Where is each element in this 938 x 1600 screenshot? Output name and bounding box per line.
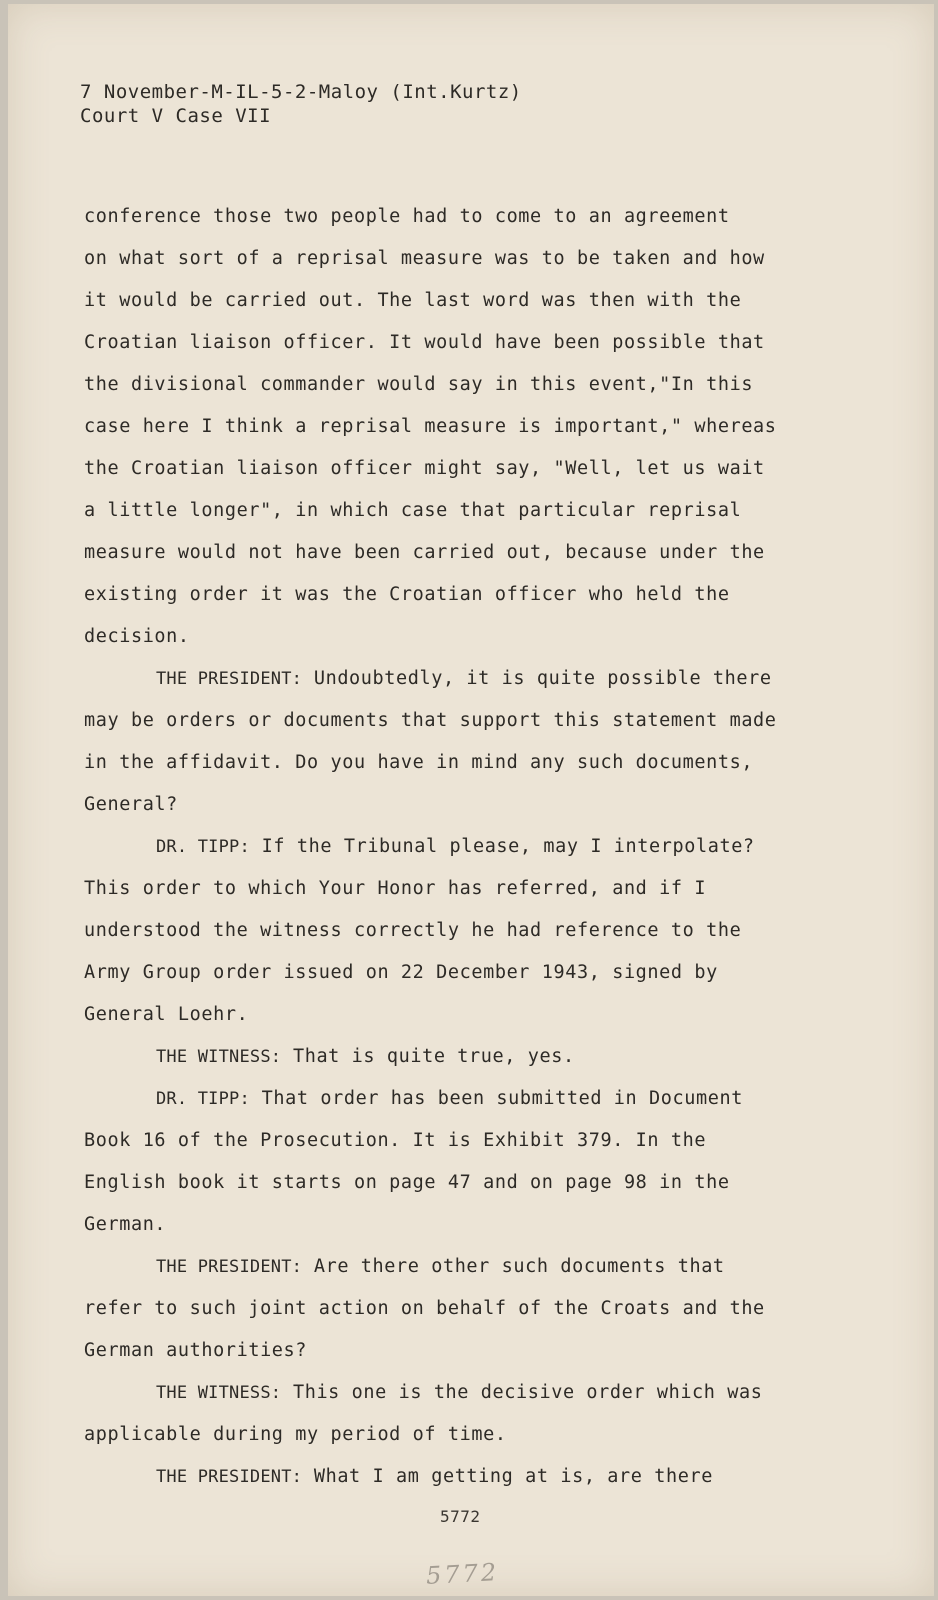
transcript-line: Croatian liaison officer. It would have been possible that: [84, 332, 765, 353]
transcript-line: This order to which Your Honor has referred, and if I: [84, 878, 707, 899]
transcript-line: may be orders or documents that support this statement made: [84, 710, 777, 731]
speaker-text: That is quite true, yes.: [292, 1046, 575, 1067]
speaker-label: THE PRESIDENT:: [156, 1257, 303, 1277]
speaker-label: THE WITNESS:: [156, 1383, 282, 1403]
transcript-line: existing order it was the Croatian officer who held the: [84, 584, 730, 605]
transcript-line: General Loehr.: [84, 1004, 249, 1025]
document-header: [80, 80, 522, 128]
speaker-label: THE WITNESS:: [156, 1047, 282, 1067]
transcript-line: in the affidavit. Do you have in mind any such documents,: [84, 752, 754, 773]
transcript-line: German.: [84, 1214, 167, 1235]
speaker-text: Undoubtedly, it is quite possible there: [313, 668, 772, 689]
speaker-label: THE PRESIDENT:: [156, 1467, 303, 1487]
speaker-label: DR. TIPP:: [156, 1089, 250, 1109]
speaker-line: [84, 658, 844, 700]
speaker-line: [84, 1078, 844, 1120]
speaker-text: What I am getting at is, are there: [313, 1466, 713, 1487]
speaker-label: THE PRESIDENT:: [156, 669, 303, 689]
transcript-line: German authorities?: [84, 1340, 308, 1361]
transcript-line: the Croatian liaison officer might say, "Well, let us wait: [84, 458, 765, 479]
speaker-text: That order has been submitted in Document: [261, 1088, 743, 1109]
speaker-line: [84, 1036, 844, 1078]
transcript-line: conference those two people had to come to an agreement: [84, 206, 730, 227]
transcript-line: case here I think a reprisal measure is important," whereas: [84, 416, 777, 437]
transcript-line: refer to such joint action on behalf of the Croats and the: [84, 1298, 765, 1319]
transcript-line: measure would not have been carried out, because under the: [84, 542, 765, 563]
speaker-text: This one is the decisive order which was: [292, 1382, 763, 1403]
transcript-line: on what sort of a reprisal measure was to be taken and how: [84, 248, 765, 269]
speaker-line: [84, 826, 844, 868]
speaker-label: DR. TIPP:: [156, 837, 250, 857]
speaker-line: [84, 1246, 844, 1288]
transcript-line: applicable during my period of time.: [84, 1424, 507, 1445]
transcript-line: English book it starts on page 47 and on page 98 in the: [84, 1172, 730, 1193]
transcript-line: decision.: [84, 626, 190, 647]
transcript-line: a little longer", in which case that particular reprisal: [84, 500, 742, 521]
transcript-line: General?: [84, 794, 178, 815]
pencil-page-note: 5772: [425, 1558, 500, 1590]
speaker-line: [84, 1456, 844, 1498]
transcript-line: Army Group order issued on 22 December 1943, signed by: [84, 962, 718, 983]
page-number: 5772: [440, 1507, 481, 1526]
header-session-line: 7 November-M-IL-5-2-Maloy (Int.Kurtz): [80, 81, 522, 103]
transcript-body: [84, 196, 844, 1498]
transcript-line: understood the witness correctly he had reference to the: [84, 920, 742, 941]
speaker-text: If the Tribunal please, may I interpolate?: [261, 836, 755, 857]
speaker-line: [84, 1372, 844, 1414]
transcript-line: Book 16 of the Prosecution. It is Exhibit 379. In the: [84, 1130, 707, 1151]
document-page: [8, 4, 934, 1596]
transcript-line: it would be carried out. The last word was then with the: [84, 290, 742, 311]
header-court-line: Court V Case VII: [80, 105, 272, 127]
speaker-text: Are there other such documents that: [313, 1256, 725, 1277]
transcript-line: the divisional commander would say in this event,"In this: [84, 374, 754, 395]
